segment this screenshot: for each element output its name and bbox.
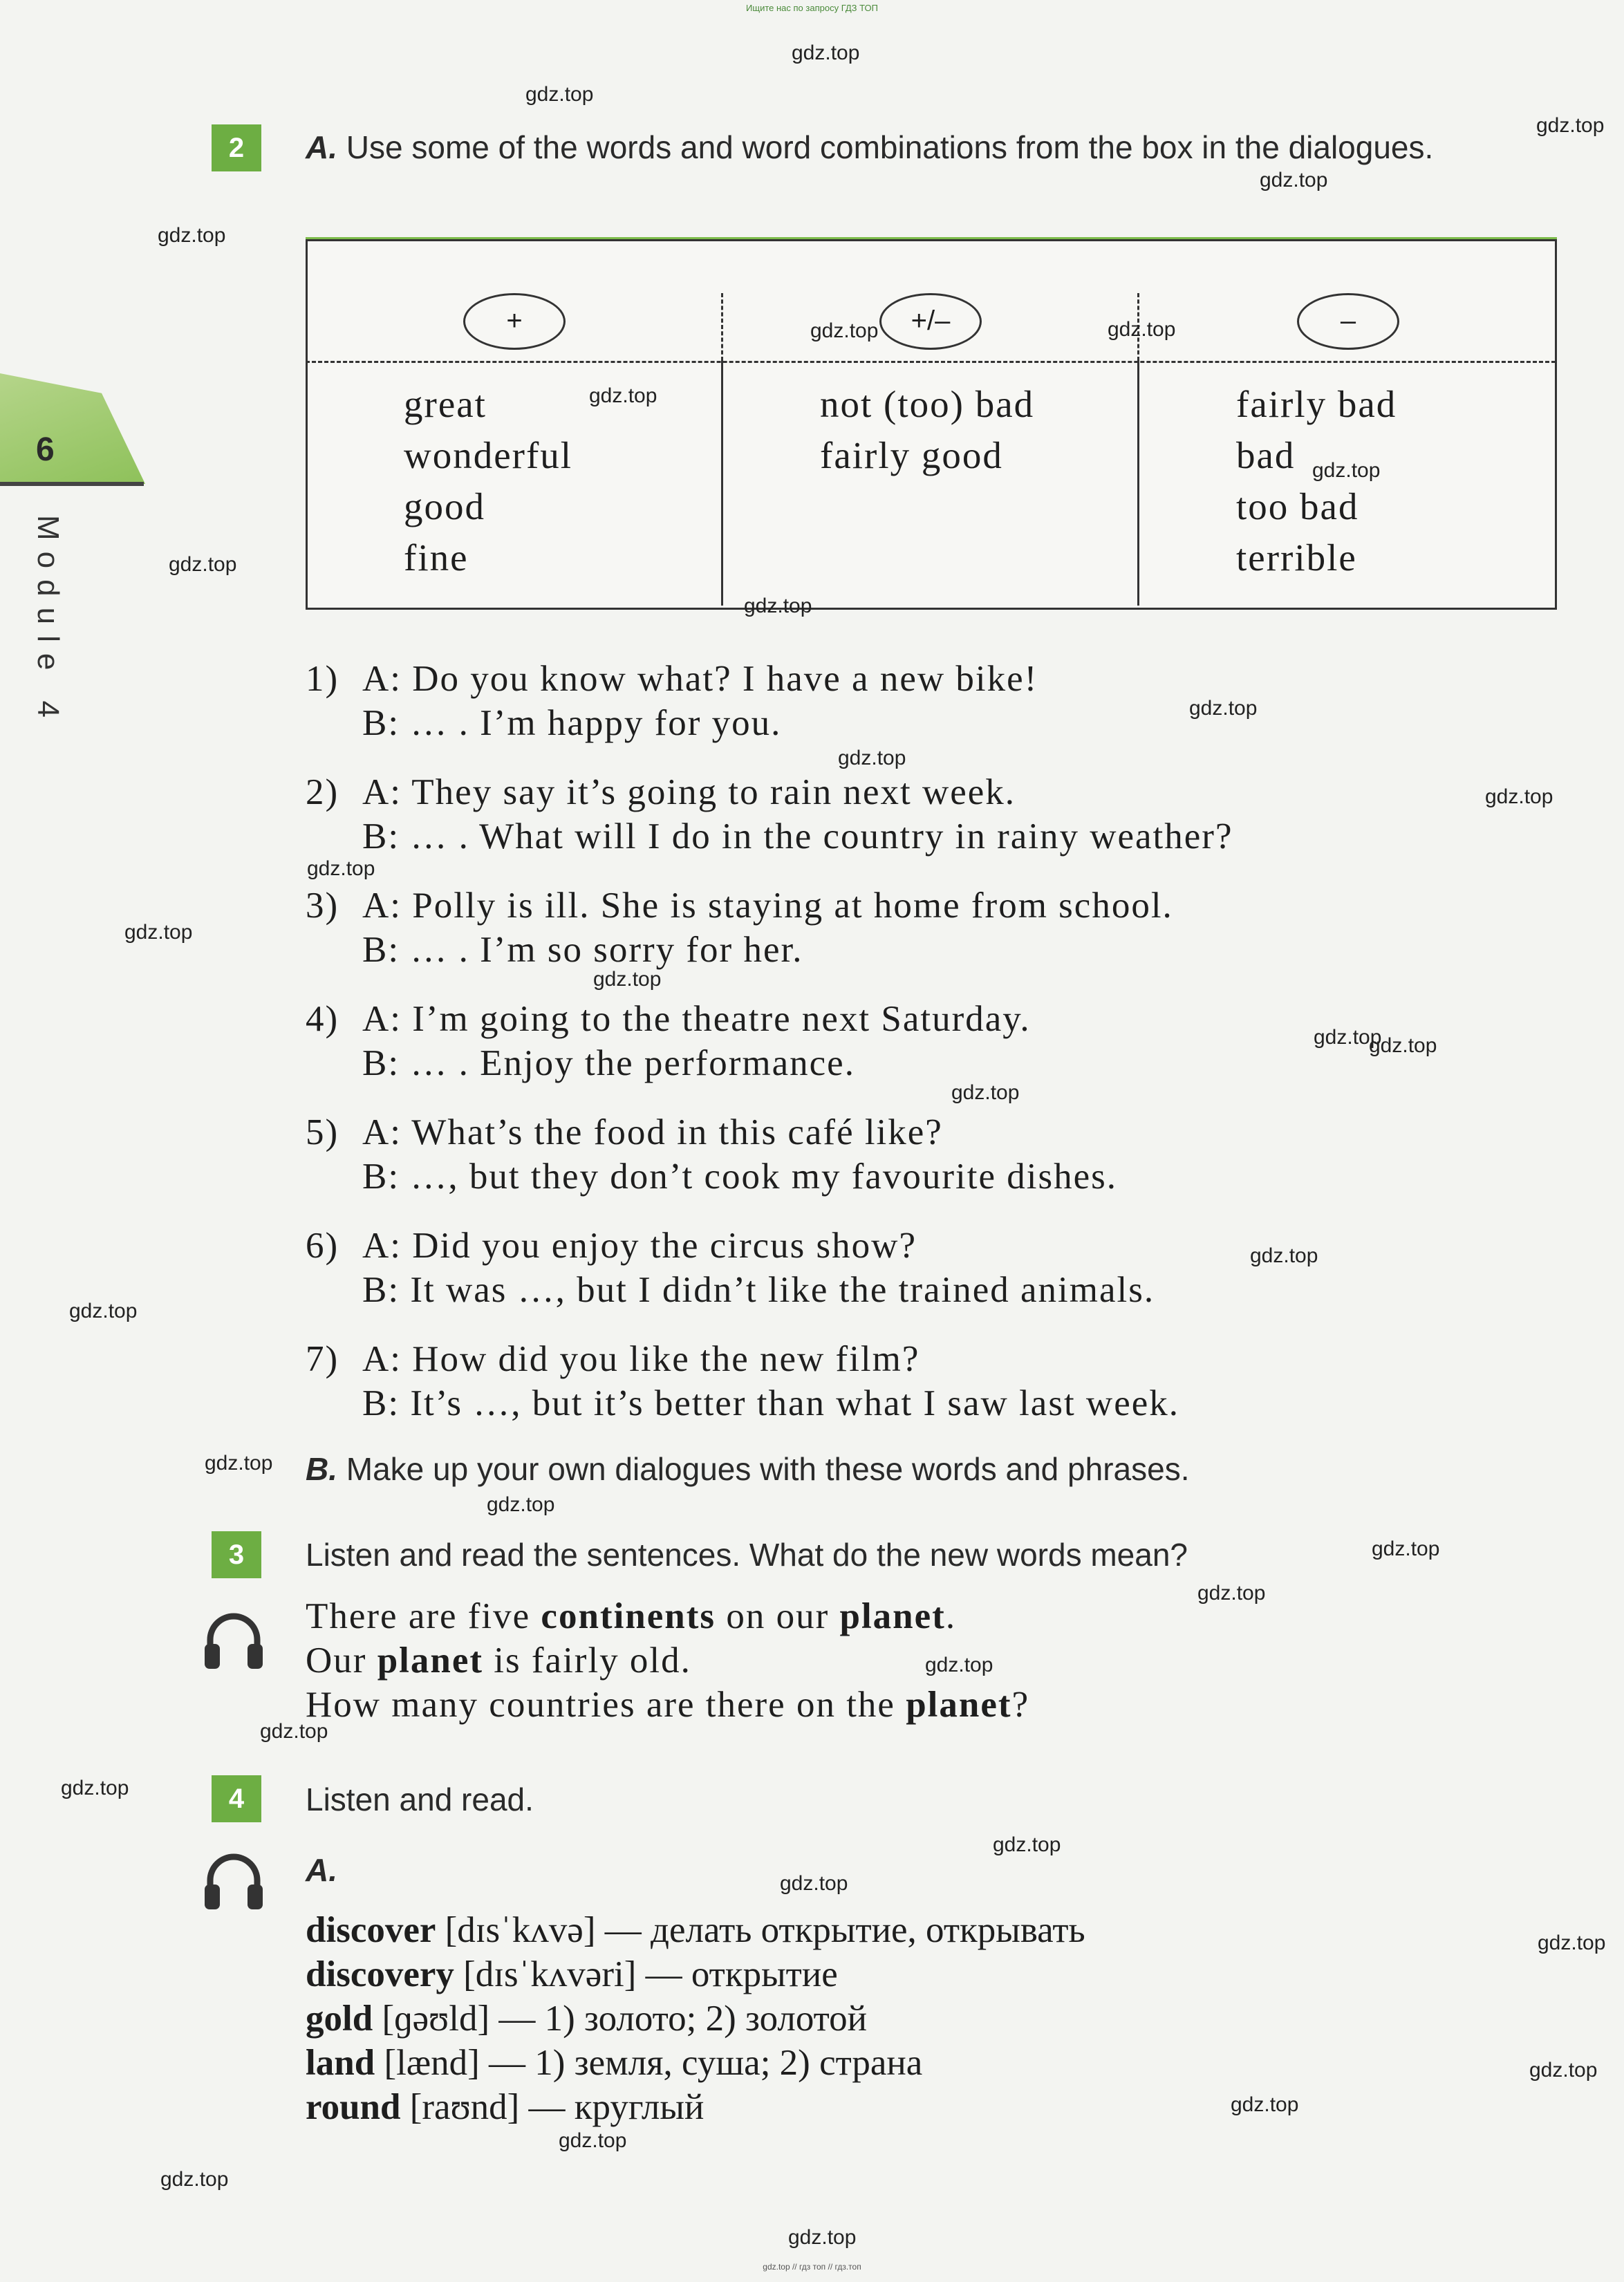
vocab-item: round [raʊnd] — круглый	[306, 2087, 704, 2127]
watermark: gdz.top	[744, 595, 812, 617]
bottom-note: gdz.top // гдз топ // гдз.топ	[763, 2262, 861, 2272]
dialogue-number: 1)	[306, 659, 339, 699]
watermark: gdz.top	[160, 2168, 229, 2191]
dialogue-line-b: B: It was …, but I didn’t like the trained animals.	[362, 1270, 1155, 1310]
dialogue-line-b: B: … . Enjoy the performance.	[362, 1043, 855, 1083]
watermark: gdz.top	[1372, 1537, 1440, 1560]
exercise-3-badge: 3	[212, 1531, 261, 1578]
part-b-text: Make up your own dialogues with these words and phrases.	[346, 1451, 1190, 1487]
watermark: gdz.top	[951, 1081, 1020, 1104]
word-item: fairly bad	[1236, 383, 1397, 425]
dialogue-line-b: B: …, but they don’t cook my favourite dishes.	[362, 1157, 1118, 1197]
word-box-col-sep-1-top	[721, 293, 723, 361]
dialogue-number: 5)	[306, 1112, 339, 1152]
dialogue-line-b: B: It’s …, but it’s better than what I saw last week.	[362, 1383, 1179, 1423]
watermark: gdz.top	[1189, 697, 1258, 720]
vocab-item: discovery [dɪsˈkʌvəri] — открытие	[306, 1954, 838, 1994]
side-rule	[0, 482, 144, 486]
watermark: gdz.top	[1197, 1582, 1266, 1605]
watermark: gdz.top	[838, 747, 906, 769]
word-item: good	[404, 485, 485, 527]
positive-words	[404, 379, 572, 583]
word-item: terrible	[1236, 536, 1357, 579]
dialogue-number: 7)	[306, 1339, 339, 1379]
word-item: fine	[404, 536, 469, 579]
sentence: How many countries are there on the planet?	[306, 1685, 1030, 1725]
watermark: gdz.top	[61, 1777, 129, 1799]
watermark: gdz.top	[124, 921, 193, 944]
word-box-divider	[306, 361, 1556, 363]
vocab-item: gold [ɡəʊld] — 1) золото; 2) золотой	[306, 1999, 868, 2039]
watermark: gdz.top	[810, 319, 879, 342]
dialogue-number: 3)	[306, 886, 339, 926]
sentence: There are five continents on our planet.	[306, 1596, 957, 1636]
dialogue-line-b: B: … . What will I do in the country in rainy weather?	[362, 816, 1233, 857]
watermark: gdz.top	[1529, 2059, 1598, 2082]
exercise-2a-instruction	[306, 126, 1557, 169]
dialogue-line-b: B: … . I’m happy for you.	[362, 703, 782, 743]
watermark: gdz.top	[1485, 785, 1553, 808]
headphones-icon	[200, 1607, 267, 1673]
dialogue-line-a: A: Do you know what? I have a new bike!	[362, 659, 1038, 699]
watermark: gdz.top	[1260, 169, 1328, 191]
neutral-oval: +/–	[879, 293, 982, 350]
exercise-2-badge: 2	[212, 124, 261, 171]
watermark: gdz.top	[1538, 1932, 1606, 1954]
vocab-item: land [lænd] — 1) земля, суша; 2) страна	[306, 2043, 923, 2083]
dialogue-2	[306, 770, 1233, 859]
dialogue-6	[306, 1224, 1155, 1312]
watermark: gdz.top	[169, 553, 237, 576]
dialogue-number: 4)	[306, 999, 339, 1039]
side-tab	[0, 373, 145, 484]
headphones-icon	[200, 1847, 267, 1914]
watermark: gdz.top	[1369, 1034, 1437, 1057]
watermark: gdz.top	[993, 1833, 1061, 1856]
watermark: gdz.top	[1312, 459, 1381, 482]
watermark: gdz.top	[792, 41, 860, 64]
page-number: 6	[36, 431, 55, 468]
word-item: bad	[1236, 434, 1296, 476]
watermark: gdz.top	[205, 1452, 273, 1475]
part-a-letter: A.	[306, 129, 337, 165]
part-b-letter: B.	[306, 1451, 337, 1487]
exercise-4-badge: 4	[212, 1775, 261, 1822]
word-item: too bad	[1236, 485, 1359, 527]
word-item: not (too) bad	[820, 383, 1035, 425]
sentence: Our planet is fairly old.	[306, 1640, 691, 1681]
watermark: gdz.top	[788, 2226, 857, 2249]
dialogue-line-a: A: How did you like the new film?	[362, 1339, 920, 1379]
dialogue-7	[306, 1337, 1179, 1425]
dialogue-5	[306, 1110, 1117, 1199]
vocab-item: discover [dɪsˈkʌvə] — делать открытие, открывать	[306, 1910, 1085, 1950]
word-item: great	[404, 383, 487, 425]
word-box-col-sep-1	[721, 359, 723, 606]
word-item: fairly good	[820, 434, 1003, 476]
watermark: gdz.top	[69, 1300, 138, 1322]
top-note: Ищите нас по запросу ГДЗ ТОП	[746, 3, 878, 13]
vocabulary-list	[306, 1908, 1085, 2129]
word-item: wonderful	[404, 434, 573, 476]
dialogue-4	[306, 997, 1031, 1085]
minus-oval: –	[1297, 293, 1399, 350]
watermark: gdz.top	[525, 83, 594, 106]
watermark: gdz.top	[593, 968, 662, 991]
dialogue-line-a: A: What’s the food in this café like?	[362, 1112, 943, 1152]
watermark: gdz.top	[1314, 1026, 1382, 1049]
exercise-3-instruction: Listen and read the sentences. What do the new words mean?	[306, 1537, 1188, 1573]
exercise-4-instruction: Listen and read.	[306, 1781, 534, 1817]
watermark: gdz.top	[1108, 318, 1176, 341]
exercise-4-part-a: A.	[306, 1852, 337, 1888]
watermark: gdz.top	[307, 857, 375, 880]
dialogue-1	[306, 657, 1038, 745]
watermark: gdz.top	[589, 384, 657, 407]
neutral-words	[820, 379, 1034, 481]
watermark: gdz.top	[1250, 1244, 1318, 1267]
plus-oval: +	[463, 293, 566, 350]
watermark: gdz.top	[559, 2129, 627, 2152]
dialogue-line-a: A: They say it’s going to rain next week.	[362, 772, 1016, 812]
dialogue-line-a: A: I’m going to the theatre next Saturday.	[362, 999, 1031, 1039]
watermark: gdz.top	[1231, 2093, 1299, 2116]
watermark: gdz.top	[260, 1720, 328, 1743]
dialogue-number: 6)	[306, 1226, 339, 1266]
dialogue-3	[306, 883, 1173, 972]
part-a-text: Use some of the words and word combinations from the box in the dialogues.	[346, 129, 1434, 165]
dialogue-line-a: A: Polly is ill. She is staying at home from school.	[362, 886, 1173, 926]
watermark: gdz.top	[487, 1493, 555, 1516]
word-box-col-sep-2	[1137, 359, 1139, 606]
dialogue-number: 2)	[306, 772, 339, 812]
watermark: gdz.top	[780, 1872, 848, 1895]
watermark: gdz.top	[1536, 114, 1605, 137]
dialogue-line-b: B: … . I’m so sorry for her.	[362, 930, 803, 970]
exercise-2b-instruction	[306, 1448, 1189, 1490]
exercise-3-sentences	[306, 1594, 1029, 1727]
watermark: gdz.top	[158, 224, 226, 247]
dialogue-line-a: A: Did you enjoy the circus show?	[362, 1226, 917, 1266]
module-label: Module 4	[31, 515, 65, 729]
watermark: gdz.top	[925, 1654, 993, 1676]
